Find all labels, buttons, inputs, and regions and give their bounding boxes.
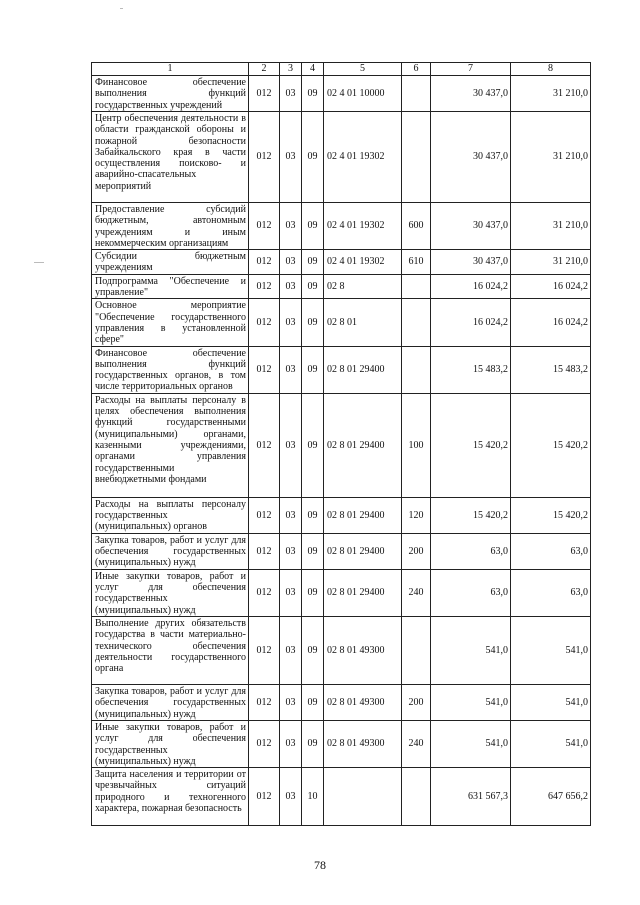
expense-type-code — [402, 346, 431, 393]
subsection-code: 09 — [302, 274, 324, 299]
subsection-code: 09 — [302, 299, 324, 346]
table-row — [92, 569, 591, 616]
row-name: Финансовое обеспечение выполнения функций государственных органов, в том числе территориальных органов — [92, 346, 249, 393]
section-code: 03 — [280, 203, 302, 250]
budget-table — [91, 62, 591, 826]
column-header: 4 — [302, 63, 324, 76]
subsection-code: 09 — [302, 203, 324, 250]
administrator-code: 012 — [249, 76, 280, 112]
subsection-code: 09 — [302, 76, 324, 112]
amount-year-1: 63,0 — [431, 533, 511, 569]
section-code: 03 — [280, 497, 302, 533]
subsection-code: 09 — [302, 720, 324, 767]
table-row — [92, 393, 591, 497]
target-article-code: 02 8 01 29400 — [324, 569, 402, 616]
expense-type-code — [402, 768, 431, 826]
amount-year-2: 541,0 — [511, 684, 591, 720]
section-code: 03 — [280, 616, 302, 684]
table-row — [92, 768, 591, 826]
section-code: 03 — [280, 720, 302, 767]
expense-type-code: 240 — [402, 569, 431, 616]
row-name: Основное мероприятие "Обеспечение государственного управления в установленной сфере" — [92, 299, 249, 346]
target-article-code: 02 8 01 — [324, 299, 402, 346]
amount-year-1: 30 437,0 — [431, 76, 511, 112]
target-article-code: 02 8 01 49300 — [324, 616, 402, 684]
table-row — [92, 346, 591, 393]
section-code: 03 — [280, 393, 302, 497]
amount-year-2: 647 656,2 — [511, 768, 591, 826]
target-article-code: 02 8 01 29400 — [324, 393, 402, 497]
section-code: 03 — [280, 569, 302, 616]
amount-year-2: 541,0 — [511, 720, 591, 767]
row-name: Центр обеспечения деятельности в области гражданской обороны и пожарной безопасности Забайкальского края в части осуществления поисково- и аварийно-спасательных мероприятий — [92, 112, 249, 203]
subsection-code: 09 — [302, 533, 324, 569]
amount-year-1: 30 437,0 — [431, 250, 511, 275]
section-code: 03 — [280, 250, 302, 275]
amount-year-2: 31 210,0 — [511, 112, 591, 203]
administrator-code: 012 — [249, 768, 280, 826]
administrator-code: 012 — [249, 533, 280, 569]
table-body — [92, 76, 591, 826]
table-row — [92, 274, 591, 299]
target-article-code: 02 8 01 29400 — [324, 533, 402, 569]
administrator-code: 012 — [249, 393, 280, 497]
section-code: 03 — [280, 274, 302, 299]
administrator-code: 012 — [249, 299, 280, 346]
expense-type-code — [402, 299, 431, 346]
amount-year-1: 15 483,2 — [431, 346, 511, 393]
target-article-code: 02 4 01 10000 — [324, 76, 402, 112]
target-article-code: 02 8 01 29400 — [324, 346, 402, 393]
page-number: 78 — [314, 858, 326, 872]
expense-type-code: 200 — [402, 533, 431, 569]
amount-year-1: 30 437,0 — [431, 112, 511, 203]
expense-type-code — [402, 274, 431, 299]
row-name: Финансовое обеспечение выполнения функций государственных учреждений — [92, 76, 249, 112]
target-article-code: 02 8 — [324, 274, 402, 299]
target-article-code — [324, 768, 402, 826]
table-row — [92, 250, 591, 275]
row-name: Закупка товаров, работ и услуг для обеспечения государственных (муниципальных) нужд — [92, 533, 249, 569]
amount-year-1: 15 420,2 — [431, 393, 511, 497]
expense-type-code: 240 — [402, 720, 431, 767]
subsection-code: 09 — [302, 684, 324, 720]
section-code: 03 — [280, 299, 302, 346]
amount-year-2: 15 420,2 — [511, 393, 591, 497]
row-name: Закупка товаров, работ и услуг для обеспечения государственных (муниципальных) нужд — [92, 684, 249, 720]
target-article-code: 02 8 01 49300 — [324, 720, 402, 767]
target-article-code: 02 8 01 49300 — [324, 684, 402, 720]
amount-year-2: 31 210,0 — [511, 76, 591, 112]
table-row — [92, 720, 591, 767]
administrator-code: 012 — [249, 616, 280, 684]
target-article-code: 02 4 01 19302 — [324, 250, 402, 275]
column-number-row — [92, 63, 591, 76]
expense-type-code — [402, 76, 431, 112]
row-name: Предоставление субсидий бюджетным, автономным учреждениям и иным некоммерческим организациям — [92, 203, 249, 250]
administrator-code: 012 — [249, 720, 280, 767]
table-row — [92, 76, 591, 112]
row-name: Иные закупки товаров, работ и услуг для обеспечения государственных (муниципальных) нужд — [92, 720, 249, 767]
amount-year-1: 541,0 — [431, 684, 511, 720]
amount-year-2: 63,0 — [511, 569, 591, 616]
amount-year-2: 63,0 — [511, 533, 591, 569]
subsection-code: 09 — [302, 569, 324, 616]
amount-year-1: 631 567,3 — [431, 768, 511, 826]
amount-year-1: 15 420,2 — [431, 497, 511, 533]
administrator-code: 012 — [249, 274, 280, 299]
table-row — [92, 616, 591, 684]
column-header: 3 — [280, 63, 302, 76]
expense-type-code: 200 — [402, 684, 431, 720]
expense-type-code: 610 — [402, 250, 431, 275]
expense-type-code: 100 — [402, 393, 431, 497]
administrator-code: 012 — [249, 569, 280, 616]
table-row — [92, 203, 591, 250]
column-header: 7 — [431, 63, 511, 76]
expense-type-code — [402, 112, 431, 203]
section-code: 03 — [280, 684, 302, 720]
row-name: Защита населения и территории от чрезвычайных ситуаций природного и техногенного характера, пожарная безопасность — [92, 768, 249, 826]
amount-year-1: 16 024,2 — [431, 274, 511, 299]
table-row — [92, 299, 591, 346]
subsection-code: 09 — [302, 250, 324, 275]
administrator-code: 012 — [249, 250, 280, 275]
table-row — [92, 533, 591, 569]
amount-year-2: 31 210,0 — [511, 203, 591, 250]
table-row — [92, 684, 591, 720]
section-code: 03 — [280, 768, 302, 826]
section-code: 03 — [280, 76, 302, 112]
amount-year-1: 541,0 — [431, 616, 511, 684]
subsection-code: 09 — [302, 393, 324, 497]
section-code: 03 — [280, 533, 302, 569]
target-article-code: 02 8 01 29400 — [324, 497, 402, 533]
scan-mark-left — [34, 262, 44, 263]
amount-year-1: 30 437,0 — [431, 203, 511, 250]
amount-year-2: 31 210,0 — [511, 250, 591, 275]
administrator-code: 012 — [249, 203, 280, 250]
amount-year-1: 541,0 — [431, 720, 511, 767]
section-code: 03 — [280, 346, 302, 393]
row-name: Субсидии бюджетным учреждениям — [92, 250, 249, 275]
expense-type-code: 120 — [402, 497, 431, 533]
table-row — [92, 497, 591, 533]
subsection-code: 10 — [302, 768, 324, 826]
subsection-code: 09 — [302, 112, 324, 203]
column-header: 2 — [249, 63, 280, 76]
amount-year-2: 15 420,2 — [511, 497, 591, 533]
row-name: Расходы на выплаты персоналу в целях обеспечения выполнения функций государственными (муниципальными) органами, казенными учреждениями, органами управления государственными внебюджетными фондами — [92, 393, 249, 497]
column-header: 1 — [92, 63, 249, 76]
administrator-code: 012 — [249, 497, 280, 533]
row-name: Выполнение других обязательств государства в части материально-технического обеспечения деятельности государственного органа — [92, 616, 249, 684]
amount-year-2: 16 024,2 — [511, 299, 591, 346]
target-article-code: 02 4 01 19302 — [324, 112, 402, 203]
column-header: 6 — [402, 63, 431, 76]
row-name: Расходы на выплаты персоналу государственных (муниципальных) органов — [92, 497, 249, 533]
subsection-code: 09 — [302, 616, 324, 684]
amount-year-2: 15 483,2 — [511, 346, 591, 393]
column-header: 8 — [511, 63, 591, 76]
section-code: 03 — [280, 112, 302, 203]
expense-type-code — [402, 616, 431, 684]
amount-year-1: 16 024,2 — [431, 299, 511, 346]
subsection-code: 09 — [302, 346, 324, 393]
row-name: Иные закупки товаров, работ и услуг для обеспечения государственных (муниципальных) нужд — [92, 569, 249, 616]
scan-mark-top — [120, 8, 123, 9]
amount-year-1: 63,0 — [431, 569, 511, 616]
column-header: 5 — [324, 63, 402, 76]
amount-year-2: 541,0 — [511, 616, 591, 684]
administrator-code: 012 — [249, 684, 280, 720]
administrator-code: 012 — [249, 112, 280, 203]
target-article-code: 02 4 01 19302 — [324, 203, 402, 250]
subsection-code: 09 — [302, 497, 324, 533]
table-row — [92, 112, 591, 203]
row-name: Подпрограмма "Обеспечение и управление" — [92, 274, 249, 299]
administrator-code: 012 — [249, 346, 280, 393]
expense-type-code: 600 — [402, 203, 431, 250]
amount-year-2: 16 024,2 — [511, 274, 591, 299]
